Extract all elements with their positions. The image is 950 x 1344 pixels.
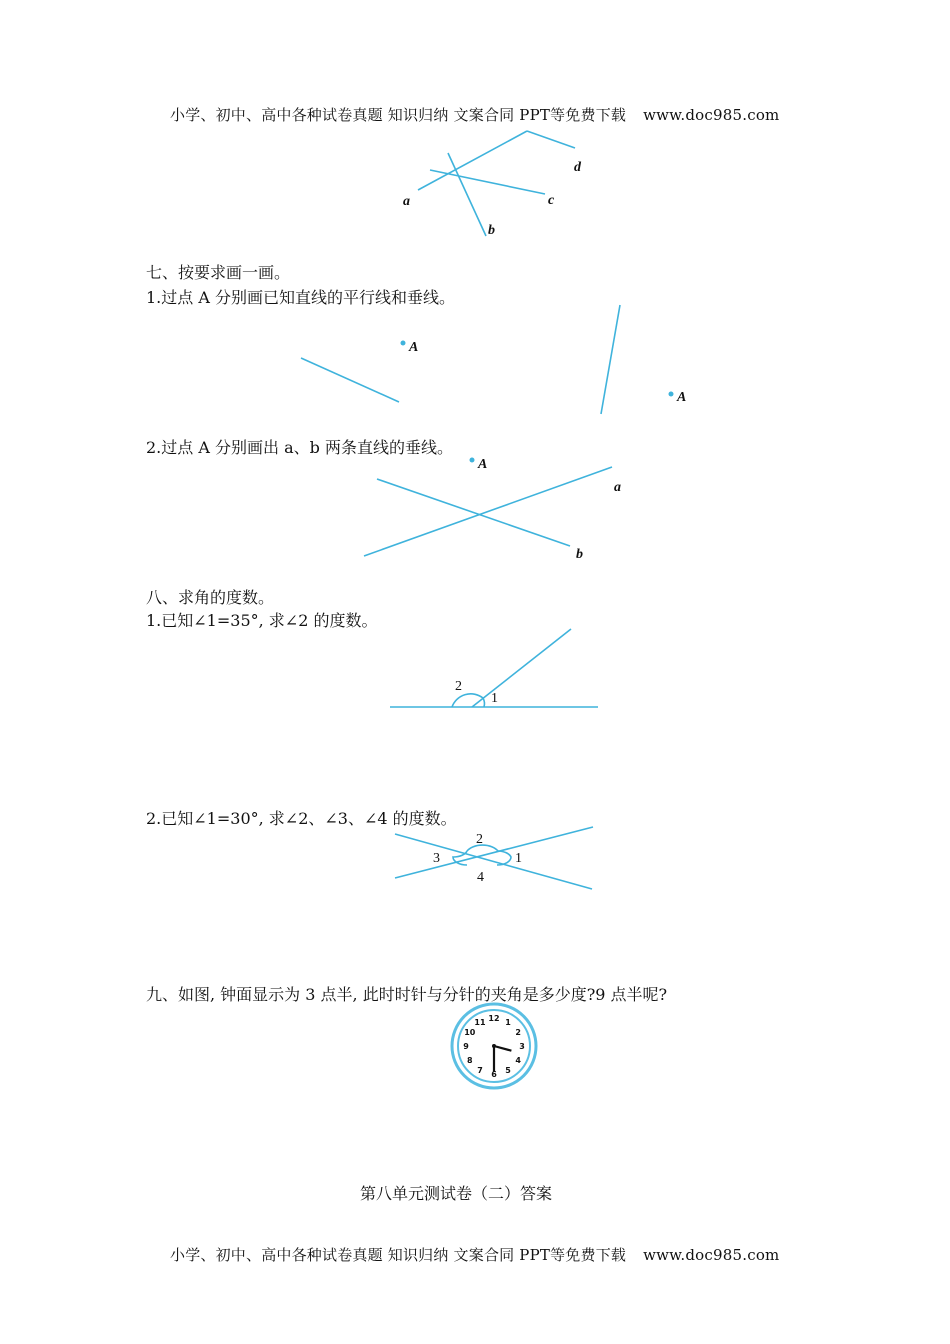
label-line-a: a [614, 480, 621, 495]
clock-number-3: 3 [519, 1042, 525, 1051]
header-url: www.doc985.com [643, 1246, 780, 1264]
header-url: www.doc985.com [643, 106, 780, 124]
clock-number-5: 5 [505, 1066, 511, 1076]
angle-2-arc [452, 694, 483, 707]
line-1 [395, 827, 593, 878]
section7-q1: 1.过点 A 分别画已知直线的平行线和垂线。 [146, 288, 455, 307]
given-line-right [601, 305, 620, 414]
figure-lines-abcd [403, 131, 582, 238]
line-c [430, 170, 545, 194]
clock-number-10: 10 [464, 1028, 476, 1037]
section8-q1: 1.已知∠1=35°, 求∠2 的度数。 [146, 611, 378, 630]
line-d [527, 131, 575, 148]
section7-q2: 2.过点 A 分别画出 a、b 两条直线的垂线。 [146, 438, 453, 457]
clock-number-12: 12 [488, 1014, 500, 1023]
label-point-a: A [478, 457, 488, 472]
answer-title: 第八单元测试卷（二）答案 [360, 1184, 553, 1203]
point-a [470, 458, 475, 463]
figure-q8-2 [395, 827, 593, 889]
label-c: c [548, 193, 555, 208]
ray [472, 629, 571, 707]
line-b [448, 153, 486, 236]
clock [452, 1004, 536, 1088]
angle-1-arc [483, 698, 484, 707]
figure-q7-1 [301, 305, 686, 414]
clock-number-4: 4 [515, 1056, 521, 1065]
line-a [418, 131, 527, 190]
label-angle-2: 2 [476, 832, 483, 847]
label-d: d [574, 160, 581, 175]
clock-number-9: 9 [463, 1042, 469, 1051]
line-2 [395, 834, 592, 889]
point-a-left [401, 341, 406, 346]
section9-title: 九、如图, 钟面显示为 3 点半, 此时时针与分针的夹角是多少度?9 点半呢? [146, 985, 668, 1004]
label-point-a-left: A [409, 340, 419, 355]
label-line-b: b [576, 547, 583, 562]
label-angle-3: 3 [433, 851, 440, 866]
header-bottom [170, 1244, 779, 1265]
label-a: a [403, 194, 410, 209]
point-a-right [669, 392, 674, 397]
label-b: b [488, 223, 495, 238]
clock-number-11: 11 [474, 1017, 486, 1027]
label-angle-4: 4 [477, 870, 484, 885]
header-text: 小学、初中、高中各种试卷真题 知识归纳 文案合同 PPT等免费下载 [170, 106, 627, 124]
figure-q7-2 [364, 457, 621, 562]
header-text: 小学、初中、高中各种试卷真题 知识归纳 文案合同 PPT等免费下载 [170, 1246, 627, 1264]
clock-center [492, 1044, 496, 1048]
clock-number-7: 7 [477, 1066, 483, 1076]
figure-q8-1 [390, 629, 598, 707]
clock-number-2: 2 [515, 1028, 521, 1037]
given-line-left [301, 358, 399, 402]
label-angle-2: 2 [455, 679, 462, 694]
clock-number-1: 1 [505, 1017, 511, 1027]
section8-title: 八、求角的度数。 [146, 588, 275, 607]
line-b [377, 479, 570, 546]
label-point-a-right: A [677, 390, 687, 405]
line-a [364, 467, 612, 556]
label-angle-1: 1 [491, 691, 498, 706]
clock-number-8: 8 [467, 1056, 473, 1065]
section7-title: 七、按要求画一画。 [146, 263, 291, 282]
section8-q2: 2.已知∠1=30°, 求∠2、∠3、∠4 的度数。 [146, 809, 457, 828]
clock-number-6: 6 [491, 1070, 497, 1079]
label-angle-1: 1 [515, 851, 522, 866]
